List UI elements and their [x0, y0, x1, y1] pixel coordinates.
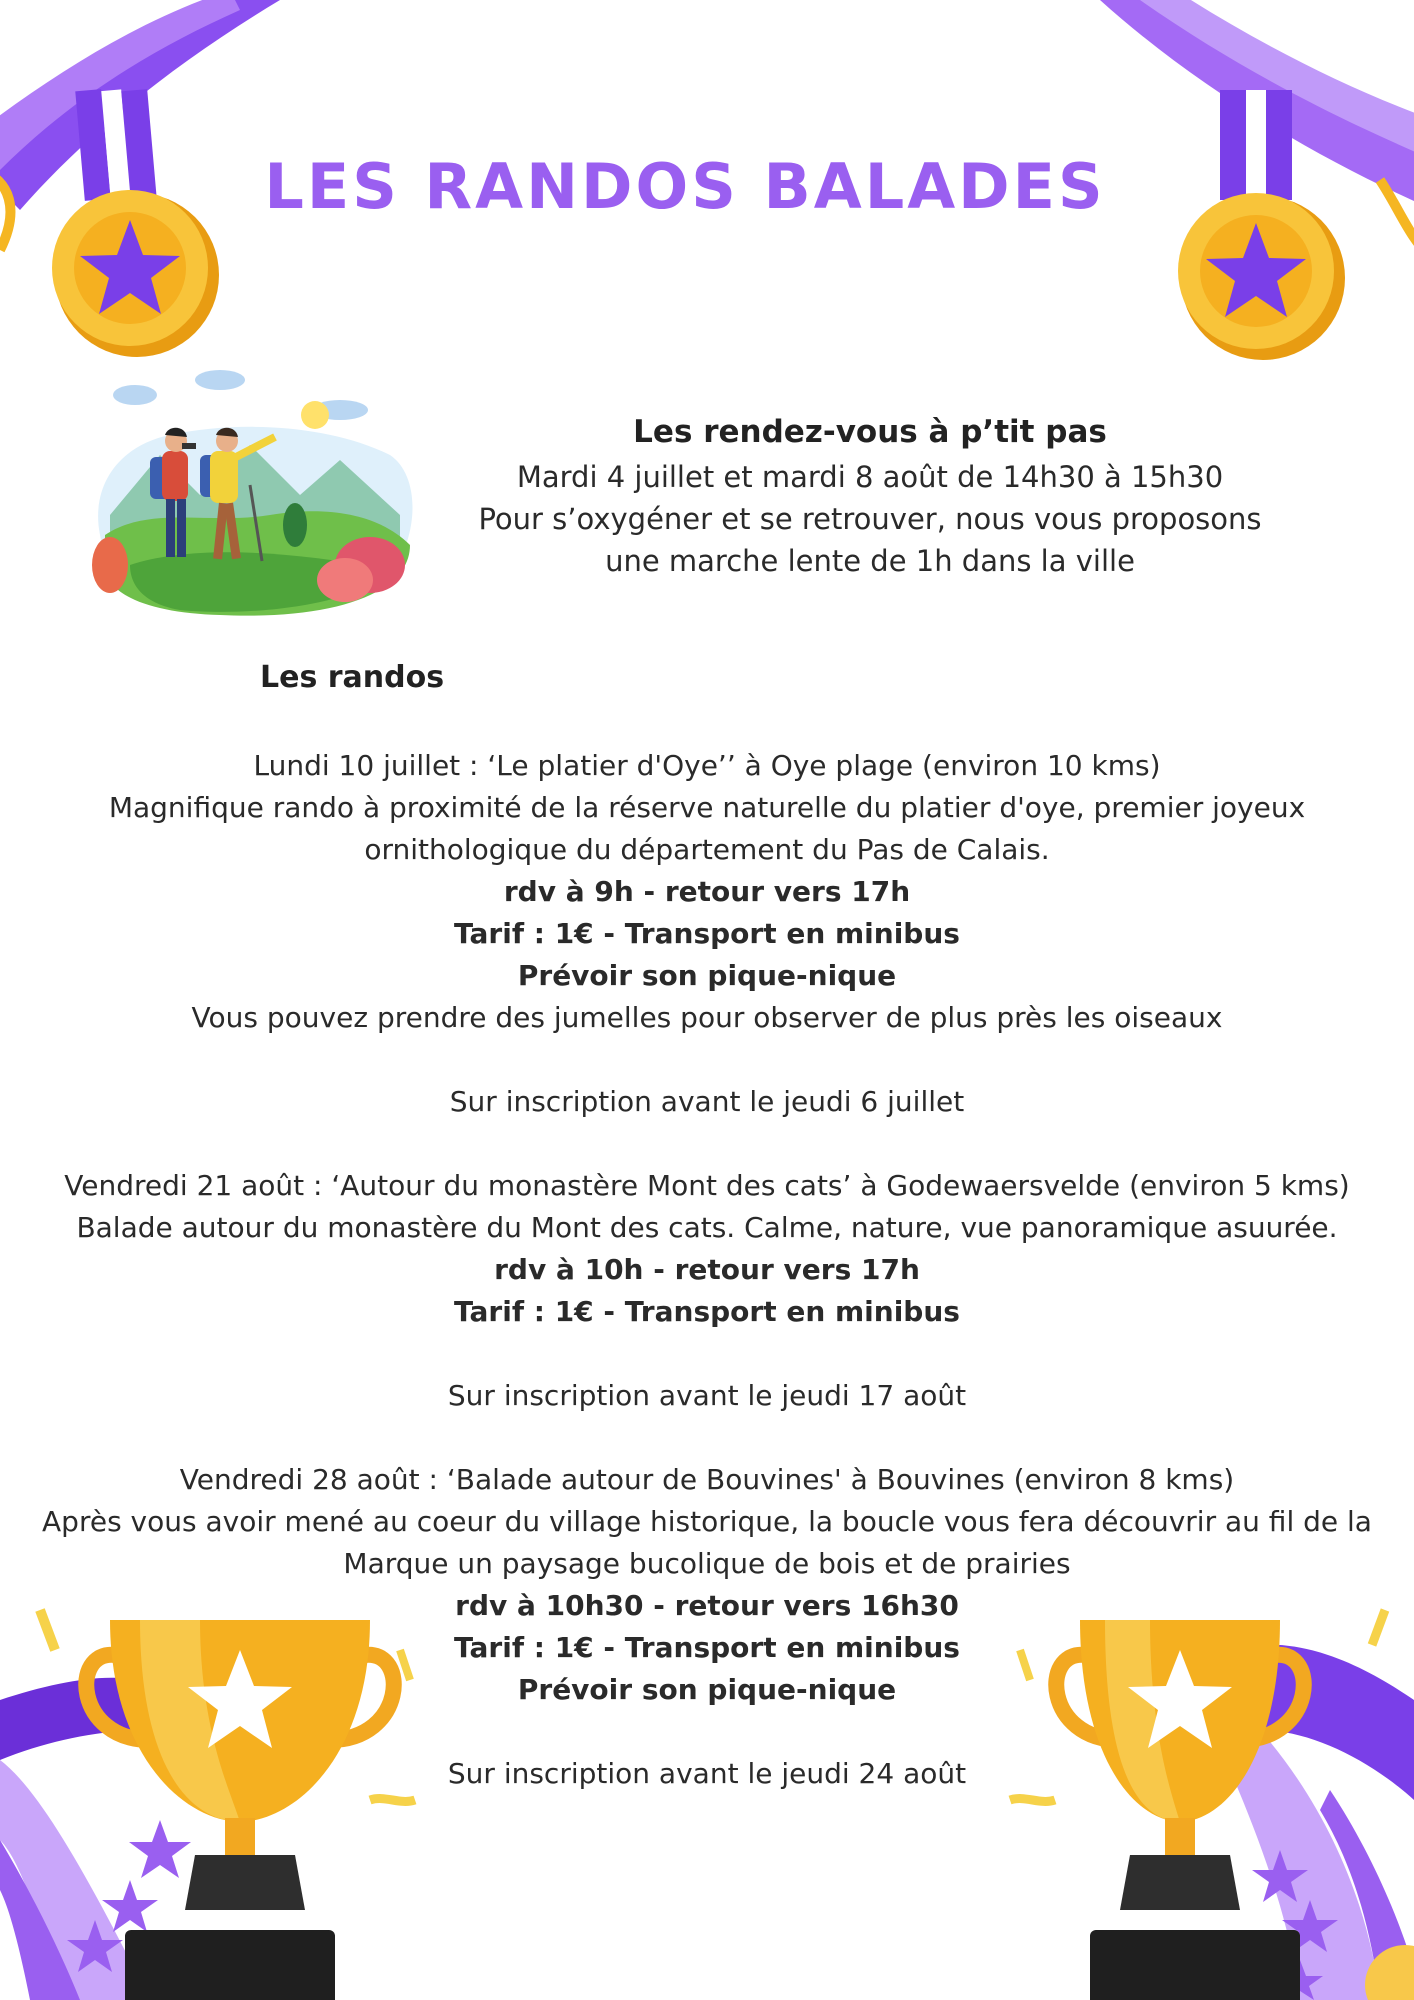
rando-picnic: Prévoir son pique-nique [517, 1673, 897, 1706]
rando-description: Balade autour du monastère du Mont des cats. Calme, nature, vue panoramique asuurée. [76, 1211, 1338, 1244]
rando-inscription: Sur inscription avant le jeudi 6 juillet [449, 1085, 965, 1118]
hikers-illustration [90, 365, 430, 625]
intro-line: Mardi 4 juillet et mardi 8 août de 14h30 à 15h30 [516, 460, 1224, 494]
rando-tarif: Tarif : 1€ - Transport en minibus [454, 1631, 960, 1664]
rando-note: Vous pouvez prendre des jumelles pour observer de plus près les oiseaux [191, 1001, 1223, 1034]
page-title: LES RANDOS BALADES [264, 150, 1106, 223]
trophy-icon-bottom-right [1000, 1590, 1414, 2000]
section-heading: Les randos [260, 660, 445, 695]
intro-line: une marche lente de 1h dans la ville [605, 544, 1135, 578]
trophy-icon-bottom-left [0, 1590, 420, 2000]
rando-rdv: rdv à 10h30 - retour vers 16h30 [455, 1589, 959, 1622]
rando-rdv: rdv à 9h - retour vers 17h [503, 875, 911, 908]
rando-description: Magnifique rando à proximité de la réserve naturelle du platier d'oye, premier joyeux ornithologique du département du Pas de Calais. [108, 791, 1306, 866]
rando-tarif: Tarif : 1€ - Transport en minibus [454, 1295, 960, 1328]
rando-tarif: Tarif : 1€ - Transport en minibus [454, 917, 960, 950]
intro-block [450, 408, 1290, 582]
rando-picnic: Prévoir son pique-nique [517, 959, 897, 992]
rando-rdv: rdv à 10h - retour vers 17h [494, 1253, 920, 1286]
intro-heading: Les rendez-vous à p’tit pas [633, 414, 1107, 450]
rando-inscription: Sur inscription avant le jeudi 24 août [447, 1757, 967, 1790]
rando-description: Après vous avoir mené au coeur du village historique, la boucle vous fera découvrir au fil de la Marque un paysage bucolique de bois et de prairies [42, 1505, 1372, 1580]
rando-inscription: Sur inscription avant le jeudi 17 août [447, 1379, 967, 1412]
intro-line: Pour s’oxygéner et se retrouver, nous vous proposons [478, 502, 1262, 536]
rando-title: Vendredi 28 août : ‘Balade autour de Bouvines' à Bouvines (environ 8 kms) [179, 1463, 1235, 1496]
rando-title: Lundi 10 juillet : ‘Le platier d'Oye’’ à Oye plage (environ 10 kms) [253, 749, 1161, 782]
rando-title: Vendredi 21 août : ‘Autour du monastère Mont des cats’ à Godewaersvelde (environ 5 kms) [64, 1169, 1350, 1202]
